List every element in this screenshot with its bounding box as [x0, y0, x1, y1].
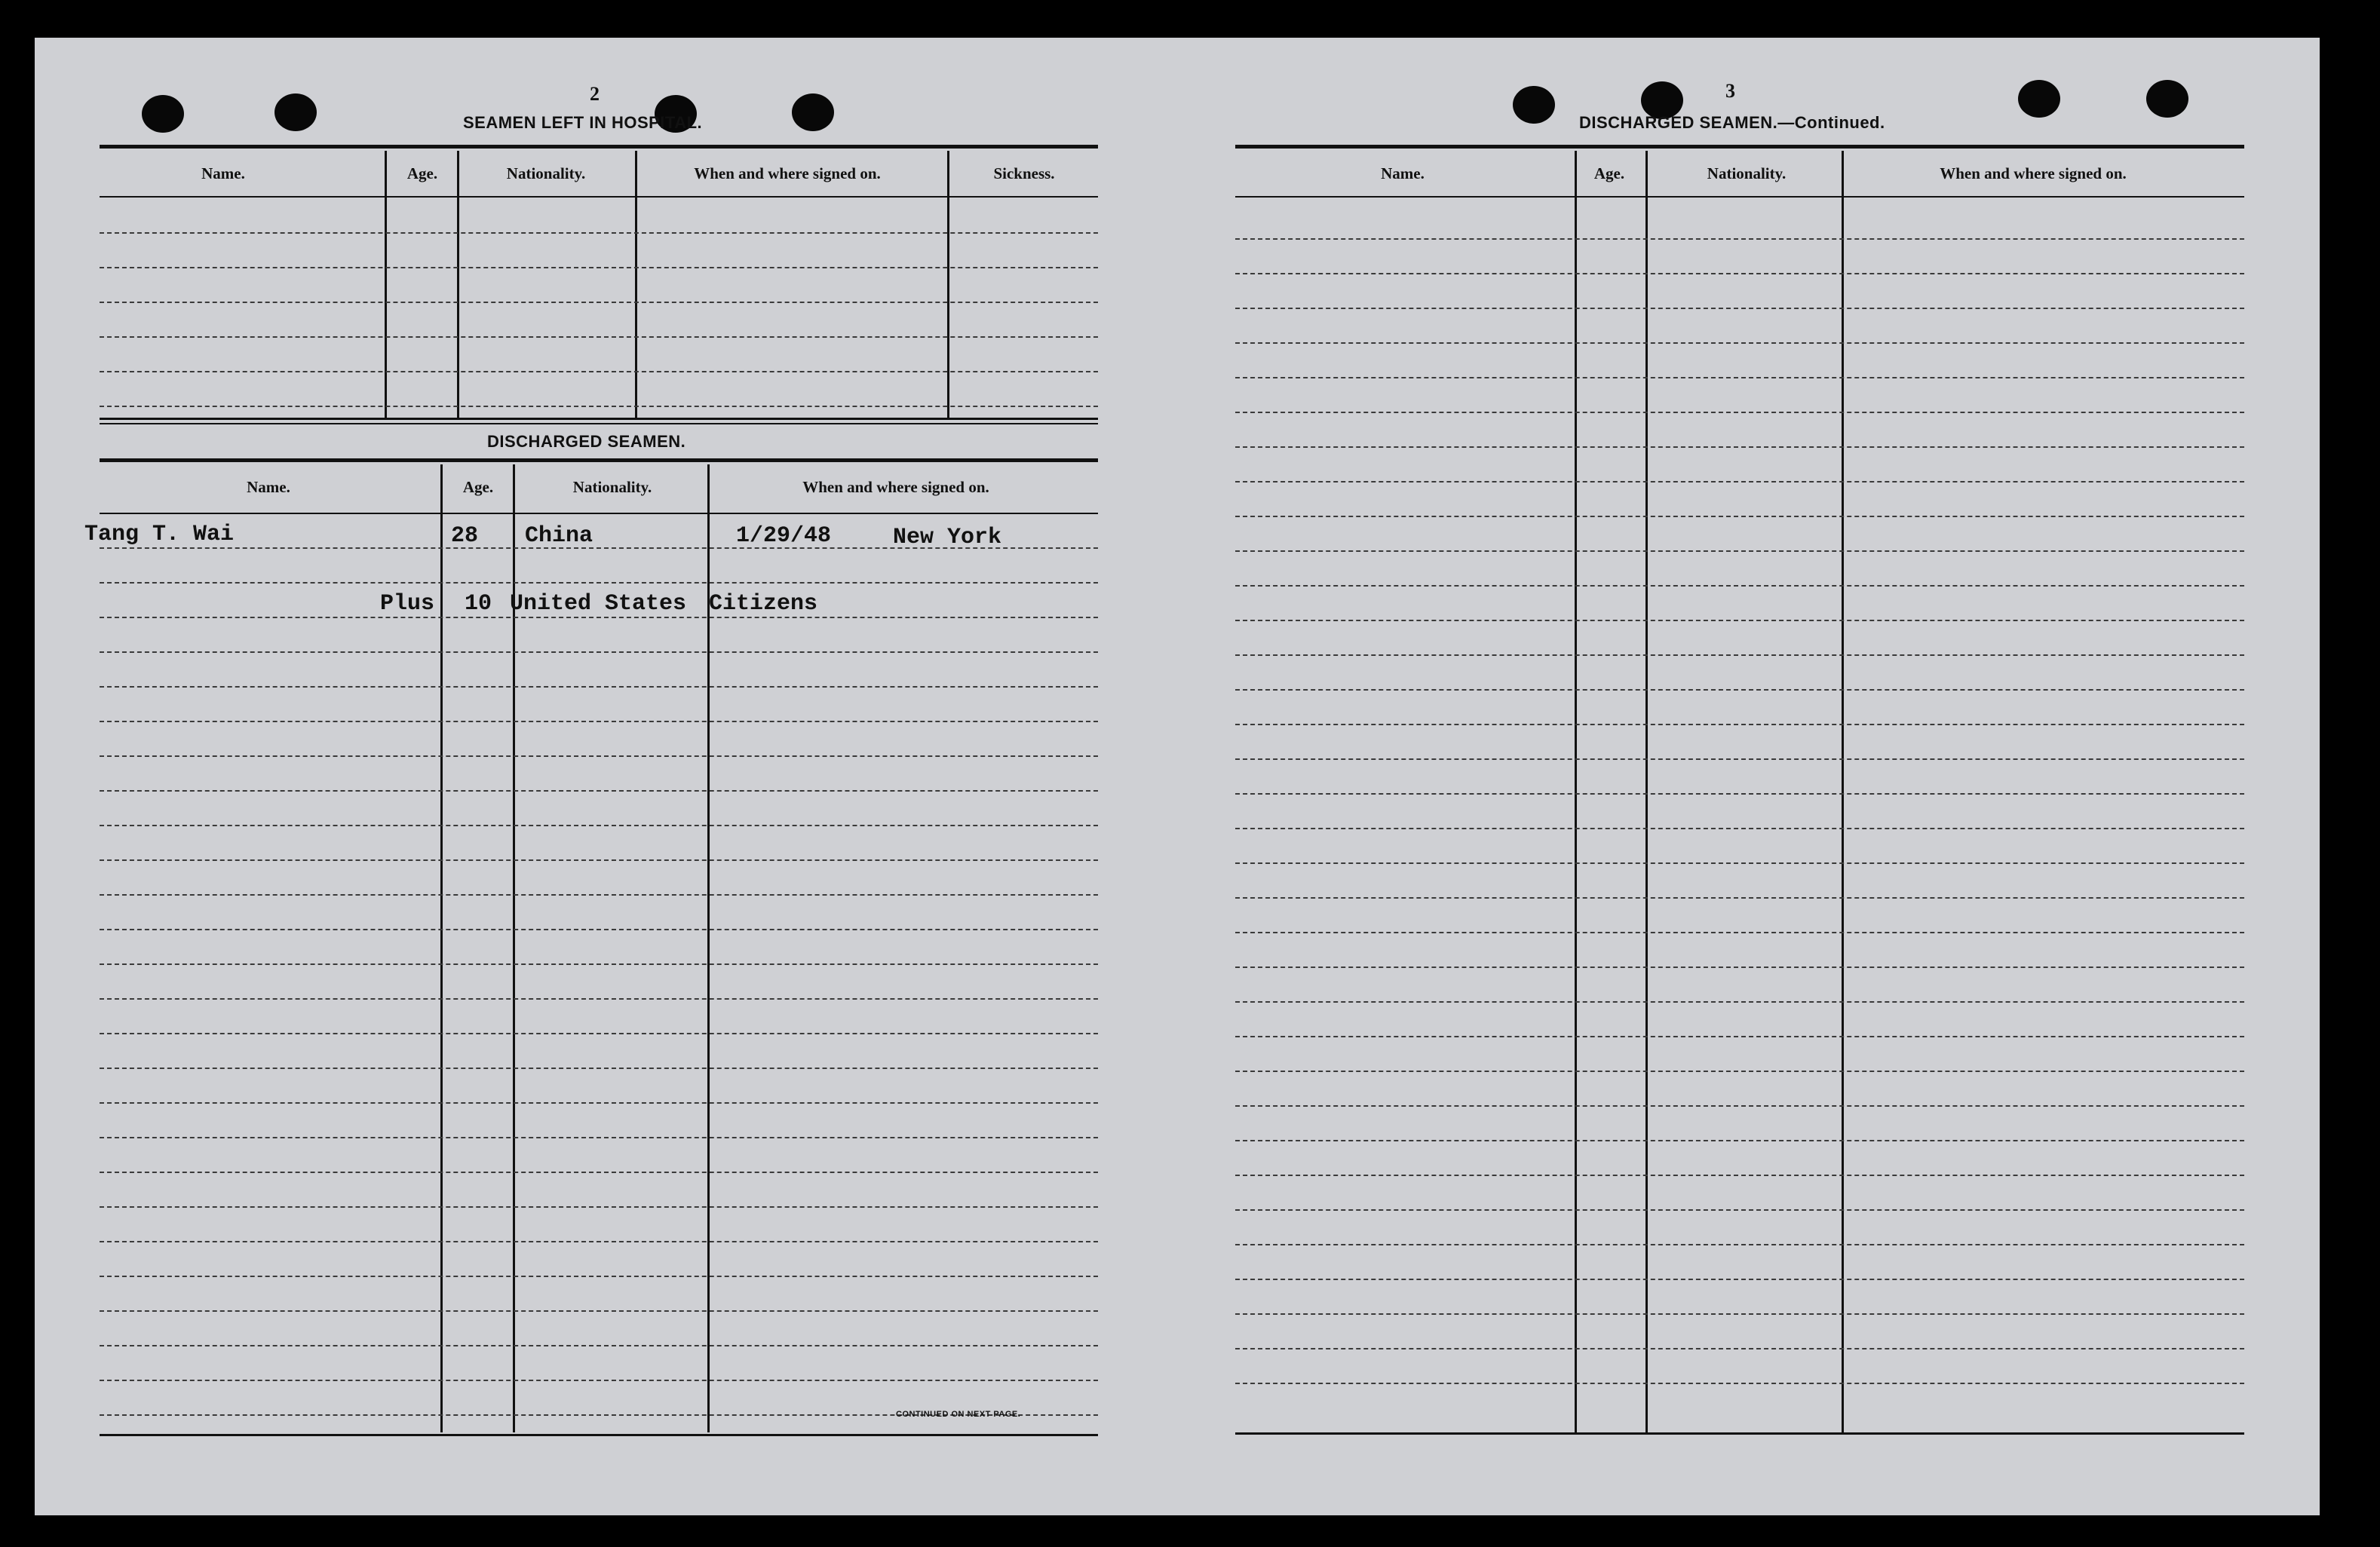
ruled-line: [1235, 724, 2244, 725]
ruled-line: [100, 267, 1098, 268]
ruled-line: [100, 1068, 1098, 1069]
plus-line-prefix: Plus: [380, 591, 435, 617]
ruled-line: [100, 790, 1098, 792]
ruled-line: [1235, 1348, 2244, 1349]
hospital-col-divider: [385, 151, 387, 418]
ruled-line: [100, 336, 1098, 338]
punch-hole: [2018, 80, 2060, 118]
ruled-line: [1235, 654, 2244, 656]
punch-hole: [274, 93, 317, 131]
ruled-line: [100, 582, 1098, 584]
ruled-line: [1235, 516, 2244, 517]
continued-table-bottom-rule: [1235, 1432, 2244, 1435]
ruled-line: [1235, 550, 2244, 552]
ruled-line: [100, 686, 1098, 688]
ruled-line: [1235, 1313, 2244, 1315]
hospital-table-bottom-rule: [100, 418, 1098, 420]
continued-header-rule: [1235, 196, 2244, 198]
ruled-line: [1235, 1209, 2244, 1211]
plus-line-nationality: United States: [510, 591, 687, 617]
punch-hole: [2146, 80, 2188, 118]
hospital-table-top-rule: [100, 145, 1098, 149]
plus-line-suffix: Citizens: [709, 591, 818, 617]
ruled-line: [1235, 585, 2244, 587]
ruled-line: [1235, 620, 2244, 621]
discharged-continued-title: DISCHARGED SEAMEN.—Continued.: [1579, 113, 1885, 132]
hospital-col-nationality-header: Nationality.: [506, 164, 586, 182]
continued-table-top-rule: [1235, 145, 2244, 149]
ruled-line: [1235, 1383, 2244, 1384]
discharged-table-bottom-rule: [100, 1434, 1098, 1436]
ruled-line: [1235, 238, 2244, 240]
ruled-line: [100, 963, 1098, 965]
discharged-col-nationality-header: Nationality.: [572, 478, 652, 496]
ruled-line: [100, 998, 1098, 1000]
ruled-line: [100, 302, 1098, 303]
continued-footer: CONTINUED ON NEXT PAGE.: [896, 1410, 1021, 1419]
punch-hole: [1513, 86, 1555, 124]
ruled-line: [100, 894, 1098, 896]
document-sheet: [35, 38, 2320, 1515]
hospital-section-title: SEAMEN LEFT IN HOSPITAL.: [463, 113, 703, 132]
ruled-line: [1235, 897, 2244, 899]
entry-nationality: China: [525, 523, 593, 549]
ruled-line: [100, 617, 1098, 618]
ruled-line: [1235, 1279, 2244, 1280]
entry-signed-date: 1/29/48: [736, 523, 832, 549]
ruled-line: [1235, 446, 2244, 448]
ruled-line: [1235, 1001, 2244, 1003]
ruled-line: [100, 371, 1098, 372]
ruled-line: [100, 721, 1098, 722]
ruled-line: [1235, 932, 2244, 933]
discharged-header-rule: [100, 513, 1098, 514]
ruled-line: [1235, 828, 2244, 829]
ruled-line: [1235, 342, 2244, 344]
ruled-line: [1235, 308, 2244, 309]
ruled-line: [100, 1033, 1098, 1034]
ruled-line: [1235, 412, 2244, 413]
ruled-line: [100, 1345, 1098, 1346]
continued-col-nationality-header: Nationality.: [1707, 164, 1787, 182]
ruled-line: [1235, 1105, 2244, 1107]
ruled-line: [100, 1380, 1098, 1381]
ruled-line: [1235, 793, 2244, 795]
ruled-line: [100, 232, 1098, 234]
ruled-line: [100, 1241, 1098, 1242]
hospital-col-divider: [947, 151, 949, 418]
hospital-col-name-header: Name.: [201, 164, 245, 182]
continued-col-name-header: Name.: [1381, 164, 1425, 182]
plus-line-count: 10: [465, 591, 492, 617]
ruled-line: [1235, 1071, 2244, 1072]
ruled-line: [100, 859, 1098, 861]
discharged-col-signed-on-header: When and where signed on.: [802, 478, 989, 496]
ruled-line: [1235, 689, 2244, 691]
ruled-line: [1235, 966, 2244, 968]
ruled-line: [100, 1137, 1098, 1138]
page-number-right: 3: [1725, 80, 1735, 102]
ruled-line: [100, 1206, 1098, 1208]
ruled-line: [100, 406, 1098, 407]
continued-col-signed-on-header: When and where signed on.: [1940, 164, 2127, 182]
hospital-col-signed-on-header: When and where signed on.: [694, 164, 881, 182]
punch-hole: [792, 93, 834, 131]
ruled-line: [100, 651, 1098, 653]
entry-name: Tang T. Wai: [84, 522, 235, 547]
ruled-line: [1235, 1036, 2244, 1037]
ruled-line: [1235, 862, 2244, 864]
entry-signed-place: New York: [893, 525, 1002, 550]
ruled-line: [100, 1310, 1098, 1312]
ruled-line: [1235, 481, 2244, 482]
ruled-line: [100, 825, 1098, 826]
discharged-section-title: DISCHARGED SEAMEN.: [487, 432, 686, 451]
entry-age: 28: [451, 523, 479, 549]
punch-hole: [142, 95, 184, 133]
ruled-line: [1235, 273, 2244, 274]
hospital-col-sickness-header: Sickness.: [993, 164, 1055, 182]
ruled-line: [1235, 1140, 2244, 1141]
ruled-line: [100, 929, 1098, 930]
ruled-line: [1235, 758, 2244, 760]
page-number-left: 2: [590, 83, 600, 105]
discharged-col-age-header: Age.: [462, 478, 494, 496]
discharged-col-name-header: Name.: [247, 478, 290, 496]
discharged-col-divider: [440, 464, 443, 1432]
ruled-line: [1235, 1175, 2244, 1176]
continued-col-age-header: Age.: [1593, 164, 1625, 182]
hospital-table-bottom-rule: [100, 423, 1098, 424]
discharged-table-top-rule: [100, 458, 1098, 462]
ruled-line: [100, 755, 1098, 757]
ruled-line: [100, 1172, 1098, 1173]
ruled-line: [100, 1102, 1098, 1104]
hospital-col-divider: [457, 151, 459, 418]
hospital-col-age-header: Age.: [406, 164, 438, 182]
ruled-line: [1235, 377, 2244, 378]
hospital-col-divider: [635, 151, 637, 418]
ruled-line: [1235, 1244, 2244, 1245]
ruled-line: [100, 1276, 1098, 1277]
